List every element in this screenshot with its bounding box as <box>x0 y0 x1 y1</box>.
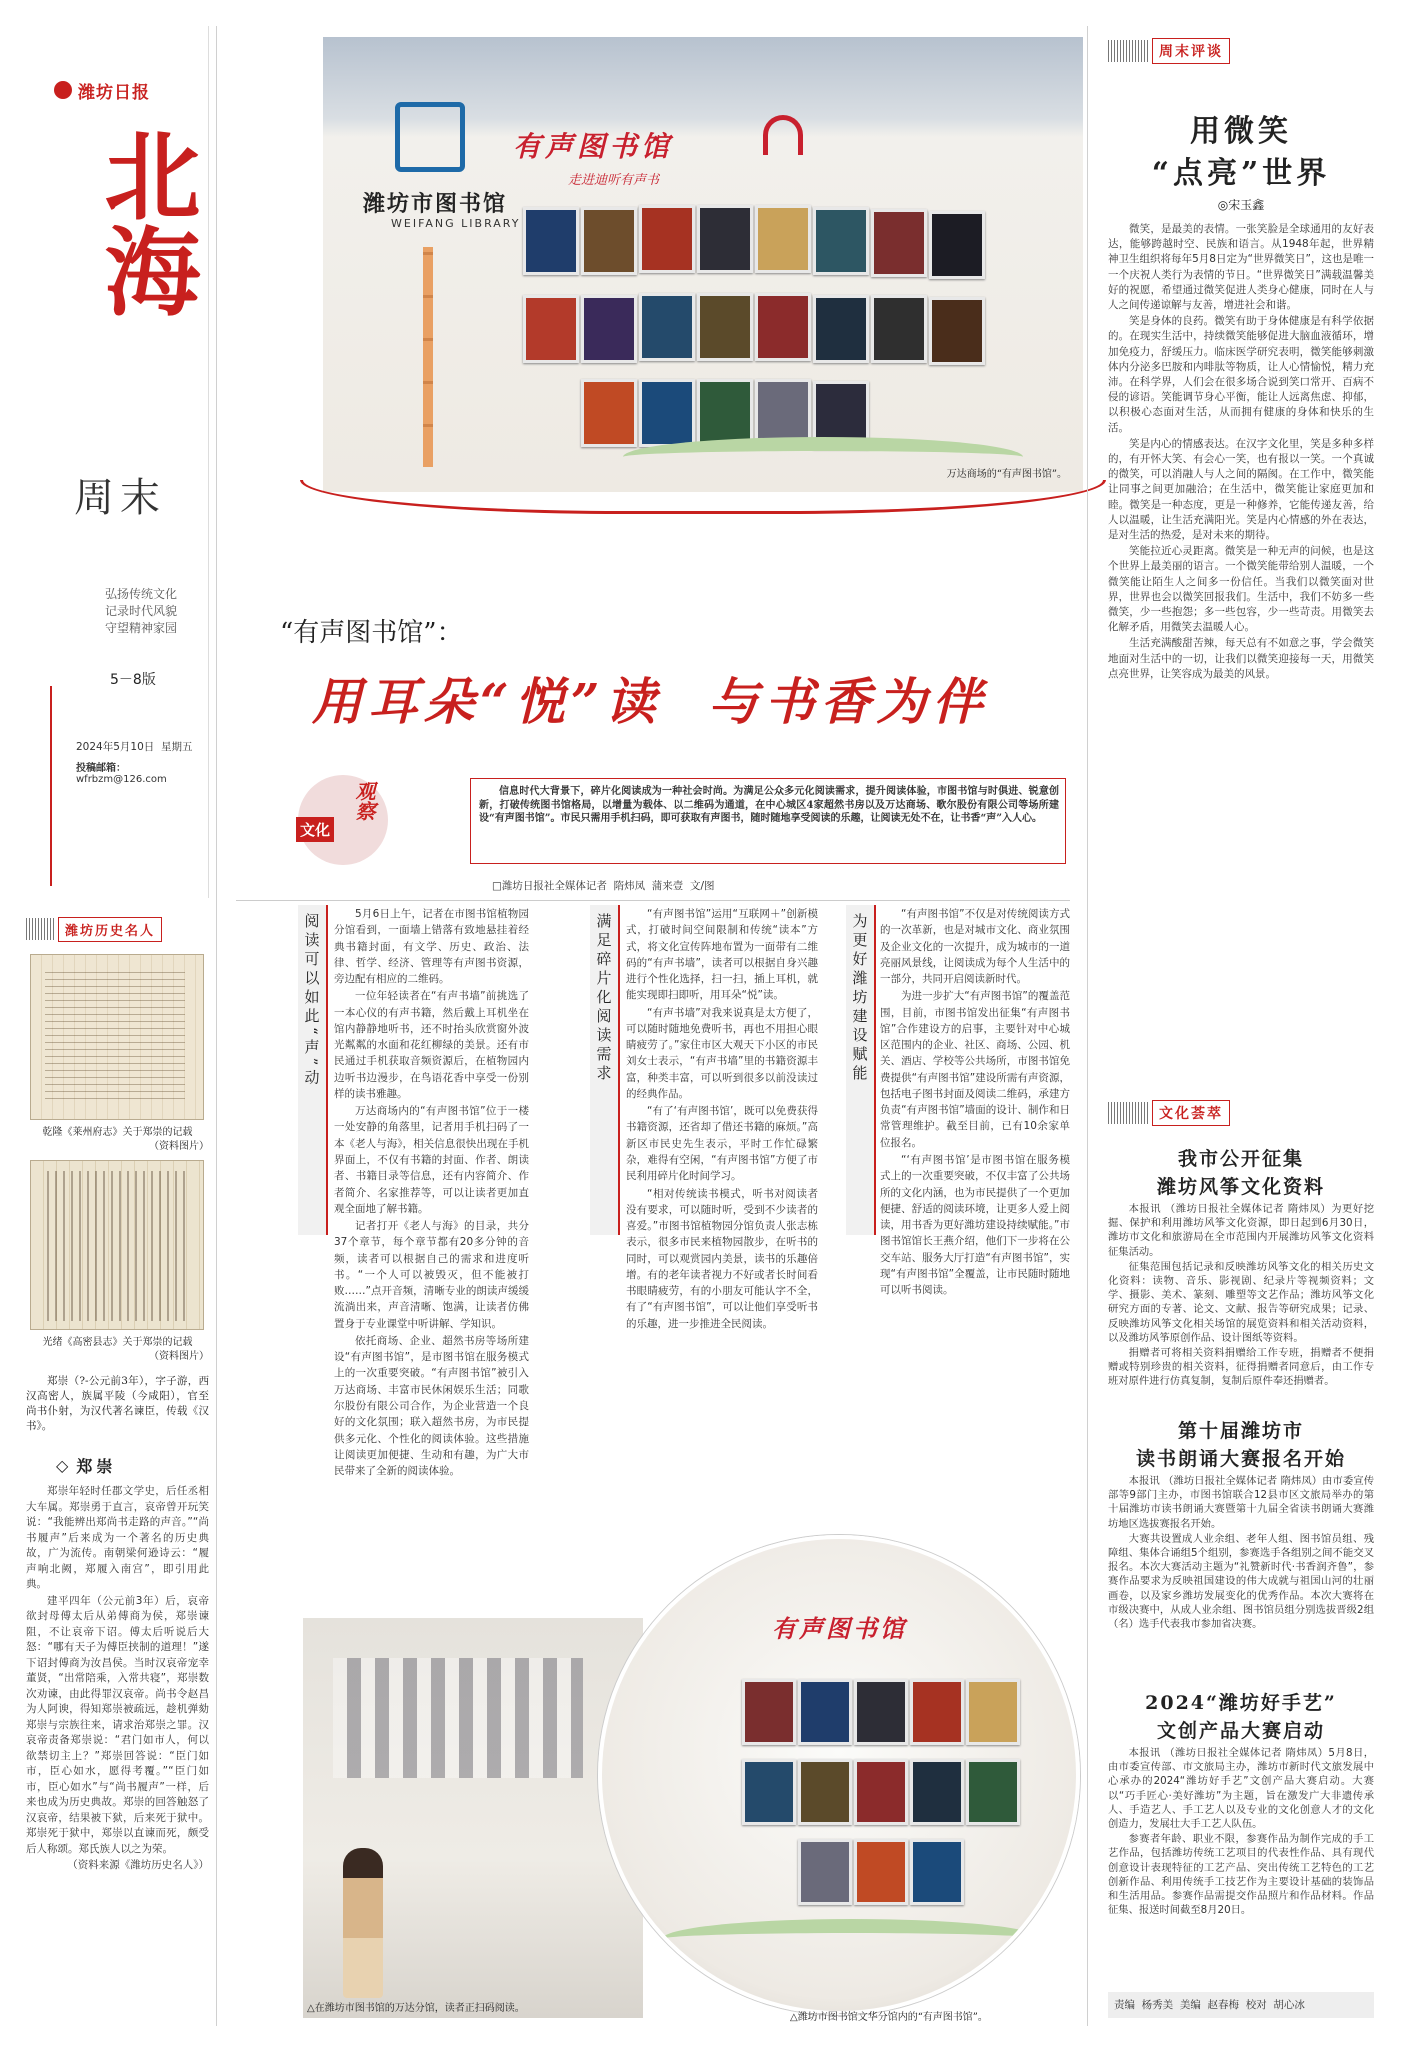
history-bio: 郑崇（?-公元前3年），字子游，西汉高密人，族属平陵（今咸阳），官至尚书仆射，为汉代著名谏臣，传载《汉书》。 <box>26 1375 209 1432</box>
news-1-body: 本报讯 （潍坊日报社全媒体记者 隋炜凤）为更好挖掘、保护和利用潍坊风筝文化资源，即日起到6月30日，潍坊市文化和旅游局在全市范围内开展潍坊风筝文化资料征集活动。 征集范围包括记录和反映潍坊风筝文化的相关历史文化资料：读物、音乐、影视剧、纪录片等视频资料；文学、摄影、美术、篆刻、雕塑等文艺作品；潍坊风筝文化研究方面的专著、论文、文献、报告等研究成果；记录、反映潍坊风筝文化相关场馆的展览资料和相关活动资料，以及潍坊风筝原创作品、设计图纸等资料。 捐赠者可将相关资料捐赠给工作专班，捐赠者不便捐赠或特别珍贵的相关资料，征得捐赠者同意后，由工作专班对原件进行仿真复制，复制后原件奉还捐赠者。 <box>1108 1203 1374 1388</box>
wall-title: 有声图书馆 <box>513 130 674 163</box>
lead-box: 信息时代大背景下，碎片化阅读成为一种社会时尚。为满足公众多元化阅读需求，提升阅读体验，市图书馆与时俱进、锐意创新，打破传统图书馆格局，以增量为载体、以二维码为通道，在中心城区4家超然书房以及万达商场、歌尔股份有限公司等场所建设“有声图书馆”。市民只需用手机扫码，即可获取有声图书，随时随地享受阅读的乐趣，让阅读无处不在，让书香“声”入人心。 <box>470 778 1066 864</box>
bottom-caption-right: △潍坊市图书馆文华分馆内的“有声图书馆”。 <box>790 2012 988 2023</box>
review-body: 微笑，是最美的表情。一张笑脸是全球通用的友好表达，能够跨越时空、民族和语言。从1948年起，世界精神卫生组织将每年5月8日定为“世界微笑日”，这也是唯一一个庆祝人类行为表情的节日。“世界微笑日”满载温馨美好的祝愿，希望通过微笑促进人类身心健康，同时在人与人之间传递谅解与友善，增进社会和谐。 笑是身体的良药。微笑有助于身体健康是有科学依据的。在现实生活中，持续微笑能够促进大脑血液循环，增加免疫力，舒缓压力。临床医学研究表明，微笑能够刺激体内分泌多巴胺和内啡肽等物质，让人心情愉悦，精力充沛。在科学界，人们会在很多场合说到笑口常开、百病不侵的谚语。笑能调节身心平衡，能让人远离焦虑、抑郁，以积极心态面对生活，从而拥有健康的身体和快乐的生活。 笑是内心的情感表达。在汉字文化里，笑是多种多样的，有开怀大笑、有会心一笑，也有报以一笑。一个真诚的微笑，可以消融人与人之间的隔阂。在工作中，微笑能让同事之间更加融洽；在生活中，微笑能让家庭更加和睦。微笑是一种态度，更是一种修养，它能传递友善，给人以温暖，让生活充满阳光。笑是内心情感的外在表达，是对生活的热爱，是对未来的期待。 笑能拉近心灵距离。微笑是一种无声的问候，也是这个世界上最美丽的语言。一个微笑能带给别人温暖，一个微笑能让陌生人之间多一份信任。当我们以微笑面对世界，世界也会以微笑回报我们。生活中，我们不妨多一些微笑，少一些抱怨；多一些包容，少一些苛责。用微笑去化解矛盾，用微笑去温暖人心。 生活充满酸甜苦辣，每天总有不如意之事，学会微笑地面对生活中的一切，让我们以微笑迎接每一天，用微笑点亮世界，让笑容成为最美的风景。 <box>1108 223 1374 680</box>
history-caption-1: 乾隆《莱州府志》关于郑崇的记载 （资料图片） <box>42 1127 209 1152</box>
header-stripes <box>1108 1102 1148 1124</box>
newspaper-logo: 潍坊日报 <box>54 78 204 102</box>
subhead-tab-1: 阅读可以如此“声”动 <box>298 905 328 1235</box>
news-2-body: 本报讯 （潍坊日报社全媒体记者 隋炜凤）由市委宣传部等9部门主办，市图书馆联合12县市区文旅局举办的第十届潍坊市读书朗诵大赛暨第十九届全省读书朗诵大赛潍坊地区选拔赛报名开始。 大赛共设置成人业余组、老年人组、图书馆员组、残障组、集体合诵组5个组别，参赛选手各组别之间不能交叉报名。本次大赛活动主题为“礼赞新时代·书香润齐鲁”，参赛作品要求为反映祖国建设的伟大成就与祖国山河的壮丽画卷，以及家乡潍坊发展变化的优秀作品。本次大赛将在市级决赛中，从成人业余组、图书馆员组分别选拔晋级2组（名）选手代表我市参加省决赛。 <box>1108 1475 1374 1631</box>
header-stripes <box>1108 40 1148 62</box>
history-name: ◇ 郑崇 <box>56 1455 117 1476</box>
headphones-icon <box>763 115 803 155</box>
culture-observation-badge: 文化 观察 <box>290 765 398 873</box>
reader-figure <box>343 1848 383 1998</box>
submission-email: 投稿邮箱：wfrbzm@126.com <box>76 763 167 785</box>
credits: 责编 杨秀美 美编 赵春梅 校对 胡心冰 <box>1108 1992 1374 2018</box>
logo-icon <box>54 81 72 99</box>
masthead <box>26 26 209 898</box>
history-image-2 <box>30 1160 204 1330</box>
divider-left <box>216 26 217 2026</box>
masthead-subtitle: 周末 <box>74 475 166 521</box>
byline: □潍坊日报社全媒体记者 隋炜凤 蒲来壹 文/图 <box>492 880 715 892</box>
headline-kicker: “有声图书馆”： <box>280 618 463 648</box>
history-header: 潍坊历史名人 <box>26 912 209 946</box>
book-page-base <box>300 480 1106 514</box>
bamboo-decoration <box>423 247 433 467</box>
review-header: 周末评谈 <box>1108 36 1374 66</box>
history-image-1 <box>30 954 204 1120</box>
review-author: ◎宋玉鑫 <box>1217 198 1265 212</box>
history-caption-2: 光绪《高密县志》关于郑崇的记载 （资料图片） <box>42 1337 209 1362</box>
subhead-tab-3: 为更好潍坊建设赋能 <box>846 905 876 1235</box>
top-photo-caption: 万达商场的“有声图书馆”。 <box>946 469 1067 480</box>
review-title-1: 用微笑 <box>1190 114 1292 149</box>
review-title-2: “点亮”世界 <box>1151 156 1331 191</box>
diamond-icon: ◇ <box>56 1455 69 1475</box>
history-body: 郑崇年轻时任郡文学史，后任丞相大车属。郑崇勇于直言，哀帝曾开玩笑说：“我能辨出郑尚书走路的声音。”“尚书履声”后来成为一个著名的历史典故，广为流传。南朝梁何逊诗云：“履声响北阙，郑履入南宫”，即引用此典。 建平四年（公元前3年）后，哀帝欲封母傅太后从弟傅商为侯，郑崇谏阻，不让哀帝下诏。傅太后听说后大怒：“哪有天子为傅臣挟制的道理！”遂下诏封傅商为汝昌侯。当时汉哀帝宠幸董贤，“出常陪乘，入常共寝”，郑崇数次劝谏，由此得罪汉哀帝。尚书令赵昌为人阿谀，得知郑崇被疏远，趁机弹劾郑崇与宗族往来，请求治郑崇之罪。汉哀帝责备郑崇说：“君门如市人，何以欲禁切主上？”郑崇回答说：“臣门如市，臣心如水，愿得考覆。”“臣门如市，臣心如水”与“尚书履声”一样，后来也成为历史典故。郑崇的回答触怒了汉哀帝，结果被下狱，后来死于狱中。郑崇死于狱中，郑崇以直谏而死，颇受后人称颂。郑氏族人以之为荣。 （资料来源《潍坊历史名人》） <box>26 1485 209 1871</box>
top-photo: 潍坊市图书馆 WEIFANG LIBRARY 有声图书馆 走进迪听有声书 万达商场的“有声图书馆”。 <box>323 37 1083 492</box>
article-rule <box>236 900 1070 901</box>
masthead-accent-line <box>50 686 62 886</box>
header-stripes <box>26 918 54 940</box>
news-3-body: 本报讯 （潍坊日报社全媒体记者 隋炜凤）5月8日，由市委宣传部、市文旅局主办，潍坊市新时代文旅发展中心承办的2024“潍坊好手艺”文创产品大赛启动。大赛以“巧手匠心·美好潍坊”为主题，旨在激发广大非遗传承人、手造艺人、手工艺人以及专业的文化创意人才的文化创造力，发展壮大手工艺人队伍。 参赛者年龄、职业不限，参赛作品为制作完成的手工艺作品，包括潍坊传统工艺项目的代表性作品、具有现代创意设计表现特征的工艺产品、突出传统工艺特色的工艺创新作品、利用传统手工技艺作为主要设计基础的装饰品和生活用品。参赛作品需提交作品照片和作品材料。作品征集、报送时间截至8月20日。 <box>1108 1747 1374 1917</box>
culture-section: 文化荟萃 我市公开征集 潍坊风筝文化资料 本报讯 （潍坊日报社全媒体记者 隋炜凤）为更好挖掘、保护和利用潍坊风筝文化资源，即日起到6月30日，潍坊市文化和旅游局在全市范围内开展潍坊风筝文化资料征集活动。 征集范围包括记录和反映潍坊风筝文化的相关历史文化资料：读物、音乐、影视剧、纪录片等视频资料；文学、摄影、美术、篆刻、雕塑等文艺作品；潍坊风筝文化研究方面的专著、论文、文献、报告等研究成果；记录、反映潍坊风筝文化相关场馆的展览资料和相关活动资料，以及潍坊风筝原创作品、设计图纸等资料。 捐赠者可将相关资料捐赠给工作专班，捐赠者不便捐赠或特别珍贵的相关资料，征得捐赠者同意后，由工作专班对原件进行仿真复制，复制后原件奉还捐赠者。 第十届潍坊市 读书朗诵大赛报名开始 本报讯 （潍坊日报社全媒体记者 隋炜凤）由市委宣传部等9部门主办，市图书馆联合12县市区文旅局举办的第十届潍坊市读书朗诵大赛暨第十九届全省读书朗诵大赛潍坊地区选拔赛报名开始。 大赛共设置成人业余组、老年人组、图书馆员组、残障组、集体合诵组5个组别，参赛选手各组别之间不能交叉报名。本次大赛活动主题为“礼赞新时代·书香润齐鲁”，参赛作品要求为反映祖国建设的伟大成就与祖国山河的壮丽画卷，以及家乡潍坊发展变化的优秀作品。本次大赛将在市级决赛中，从成人业余组、图书馆员组分别选拔晋级2组（名）选手代表我市参加省决赛。 2024“潍坊好手艺” 文创产品大赛启动 本报讯 （潍坊日报社全媒体记者 隋炜凤）5月8日，由市委宣传部、市文旅局主办，潍坊市新时代文旅发展中心承办的2024“潍坊好手艺”文创产品大赛启动。大赛以“巧手匠心·美好潍坊”为主题，旨在激发广大非遗传承人、手造艺人、手工艺人以及专业的文化创意人才的文化创造力，发展壮大手工艺人队伍。 参赛者年龄、职业不限，参赛作品为制作完成的手工艺作品，包括潍坊传统工艺项目的代表性作品、具有现代创意设计表现特征的工艺产品、突出传统工艺特色的工艺创新作品、利用传统手工技艺作为主要设计基础的装饰品和生活用品。参赛作品需提交作品照片和作品材料。作品征集、报送时间截至8月20日。 <box>1108 1098 1374 2018</box>
bottom-photo-left <box>303 1618 643 2018</box>
article-col-3: “有声图书馆”不仅是对传统阅读方式的一次革新，也是对城市文化、商业氛围及企业文化的一次提升，成为城市的一道亮丽风景线，让阅读成为每个人生活中的一部分，共同开启阅读新时代。 为进一步扩大“有声图书馆”的覆盖范围，目前，市图书馆发出征集“有声图书馆”合作建设方的启事，主要针对中心城区范围内的企业、社区、商场、公园、机关、酒店、学校等公共场所，市图书馆免费提供“有声图书馆”建设所需有声资源，包括电子图书封面及阅读二维码，承建方负责“有声图书馆”墙面的设计、制作和日常管理维护。截至目前，已有10余家单位报名。 “‘有声图书馆’是市图书馆在服务模式上的一次重要突破，不仅丰富了公共场所的文化内涵，也为市民提供了一个更加便捷、舒适的阅读环境，让更多人爱上阅读，用书香为更好潍坊建设持续赋能。”市图书馆馆长王燕介绍，他们下一步将在公交车站、服务大厅打造“有声图书馆”，实现“有声图书馆”全覆盖，让市民随时随地可以听书阅读。 <box>880 908 1070 1297</box>
bottom-photo-right <box>598 1535 1080 2015</box>
mottos: 弘扬传统文化 记录时代风貌 守望精神家园 <box>104 587 177 635</box>
library-logo-icon <box>395 102 465 172</box>
divider-right <box>1087 26 1088 2026</box>
article-col-1: 5月6日上午，记者在市图书馆植物园分馆看到，一面墙上错落有致地悬挂着经典书籍封面，有文学、历史、政治、法律、哲学、经济、管理等有声图书资源，旁边配有相应的二维码。 一位年轻读者在“有声书墙”前挑选了一本心仪的有声书籍，然后戴上耳机坐在馆内静静地听书，还不时抬头欣赏窗外波光粼粼的水面和花红柳绿的美景。还有市民通过手机获取音频资源后，在植物园内边听书边漫步，在鸟语花香中享受一份别样的读书雅趣。 万达商场内的“有声图书馆”位于一楼一处安静的角落里，记者用手机扫码了一本《老人与海》，相关信息很快出现在手机界面上，不仅有书籍的封面、作者、朗读者、书籍目录等信息，还有内容简介、作者简介、名家推荐等，可以让读者更加直观全面地了解书籍。 记者打开《老人与海》的目录，共分37个章节，每个章节都有20多分钟的音频，读者可以根据自己的需求和进度听书。“一个人可以被毁灭，但不能被打败……”点开音频，清晰专业的朗读声缓缓流淌出来，声音清晰、饱满，让读者仿佛置身于专业课堂中听讲解、学知识。 依托商场、企业、超然书房等场所建设“有声图书馆”，是市图书馆在服务模式上的一次重要突破。“有声图书馆”被引入万达商场、丰富市民休闲娱乐生活；同歌尔股份有限公司合作，为企业营造一个良好的文化氛围；联入超然书房，为市民提供多元化、个性化的阅读体验。这些措施让阅读更加便捷、生动和有趣，为广大市民带来了全新的阅读体验。 <box>334 908 529 1478</box>
issue-date: 2024年5月10日 星期五 <box>76 741 193 753</box>
article-col-2: “有声图书馆”运用“互联网＋”创新模式，打破时间空间限制和传统“读本”方式，将文化宣传阵地布置为一面带有二维码的“有声书墙”，读者可以根据自身兴趣进行个性化选择，扫一扫，插上耳机，就能实现即扫即听，用耳朵“悦”读。 “有声书墙”对我来说真是太方便了，可以随时随地免费听书，再也不用担心眼睛疲劳了。”家住市区大观天下小区的市民刘女士表示，“有声书墙”里的书籍资源丰富，种类丰富，可以听到很多以前没读过的经典作品。 “有了‘有声图书馆’，既可以免费获得书籍资源，还省却了借还书籍的麻烦。”高新区市民史先生表示，平时工作忙碌繁杂，难得有空闲，“有声图书馆”方便了市民利用碎片化时间学习。 “相对传统读书模式，听书对阅读者没有要求，可以随时听，受到不少读者的喜爱。”市图书馆植物园分馆负责人张志栋表示，很多市民来植物园散步，在听书的同时，可以观赏园内美景，读书的乐趣倍增。有的老年读者视力不好或者长时间看书眼睛疲劳，有的小朋友可能认字不全，有了“有声图书馆”，可以让他们享受听书的乐趣，进一步推进全民阅读。 <box>626 908 818 1330</box>
page-range: 5－8版 <box>110 672 156 688</box>
masthead-title: 北海 <box>89 126 202 318</box>
subhead-tab-2: 满足碎片化阅读需求 <box>590 905 620 1235</box>
bottom-caption-left: △在潍坊市图书馆的万达分馆，读者正扫码阅读。 <box>307 2003 525 2014</box>
headline-main: 用耳朵“悦”读 与书香为伴 <box>312 672 989 731</box>
history-section <box>26 912 209 2032</box>
review-section <box>1108 36 1374 1086</box>
bottom-wall-title: 有声图书馆 <box>772 1614 907 1643</box>
culture-header: 文化荟萃 <box>1108 1098 1374 1128</box>
